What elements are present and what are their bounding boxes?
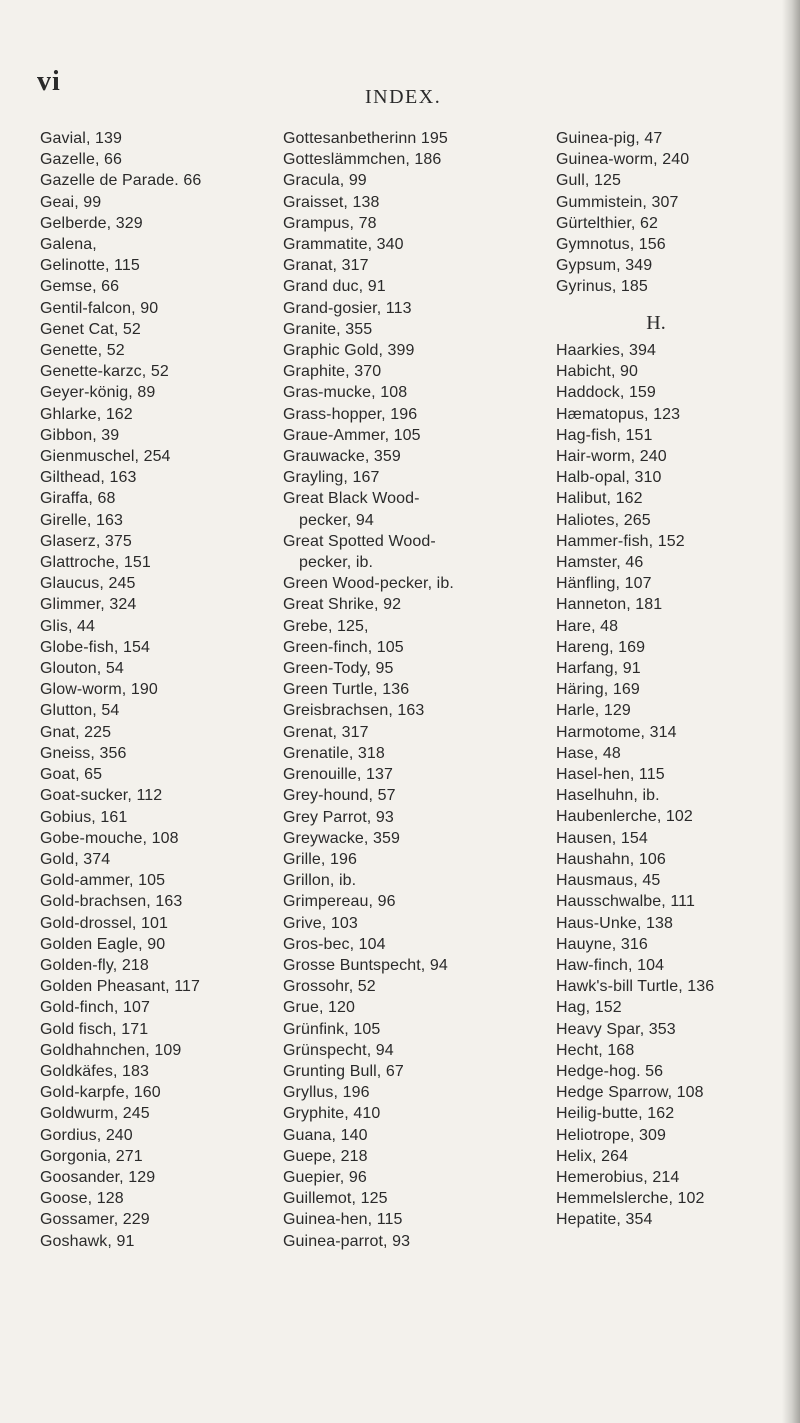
- index-entry: Genet Cat, 52: [40, 320, 141, 338]
- page-number: vi: [37, 66, 61, 97]
- index-entry: Guinea-pig, 47: [556, 130, 663, 147]
- index-column-2: [283, 128, 548, 1252]
- running-head: INDEX.: [365, 86, 442, 108]
- index-entry: Glutton, 54: [40, 702, 120, 720]
- index-entry: Graphic Gold, 399: [283, 342, 415, 360]
- index-entry: Grebe, 125,: [283, 617, 369, 635]
- index-entry: Glis, 44: [40, 617, 96, 635]
- index-entry: Gazelle de Parade. 66: [40, 172, 202, 190]
- index-entry: Gros-bec, 104: [283, 935, 386, 953]
- index-entry: Hag-fish, 151: [556, 426, 653, 444]
- index-entry: Gypsum, 349: [556, 257, 653, 275]
- index-entry: Geai, 99: [40, 193, 102, 211]
- index-entry: Gentil-falcon, 90: [40, 299, 159, 317]
- index-entry: Grammatite, 340: [283, 236, 404, 254]
- index-entry: pecker, ib.: [299, 554, 374, 572]
- index-entry: Grand-gosier, 113: [283, 299, 412, 317]
- index-entry: Grauwacke, 359: [283, 448, 401, 466]
- index-entry: Glaserz, 375: [40, 532, 132, 550]
- index-entry: Goat-sucker, 112: [40, 787, 163, 805]
- index-entry: Gymnotus, 156: [556, 236, 666, 254]
- index-entry: Grossohr, 52: [283, 978, 376, 996]
- index-entry: Guinea-worm, 240: [556, 151, 690, 169]
- index-entry: Ghlarke, 162: [40, 405, 133, 423]
- index-entry: Halibut, 162: [556, 490, 643, 508]
- section-letter-heading: H.: [646, 311, 666, 334]
- index-entry: Haliotes, 265: [556, 511, 651, 529]
- index-entry: Great Shrike, 92: [283, 596, 402, 614]
- index-entry: Gottesanbetherinn 195: [283, 130, 448, 147]
- index-entry: Hare, 48: [556, 617, 619, 635]
- index-entry: Glimmer, 324: [40, 596, 137, 614]
- index-entry: Hecht, 168: [556, 1041, 635, 1059]
- index-entry: Grayling, 167: [283, 469, 380, 487]
- index-entry: Hamster, 46: [556, 554, 644, 572]
- index-entry: Gryphite, 410: [283, 1105, 381, 1123]
- index-entry: Graisset, 138: [283, 193, 380, 211]
- index-entry: Helix, 264: [556, 1147, 629, 1165]
- index-entry: Grünspecht, 94: [283, 1041, 394, 1059]
- index-entry: Hasel-hen, 115: [556, 766, 665, 784]
- index-entry: Grenatile, 318: [283, 744, 385, 762]
- index-entry: Guepe, 218: [283, 1147, 368, 1165]
- index-entry: Hemerobius, 214: [556, 1168, 680, 1186]
- index-entry: Haddock, 159: [556, 384, 656, 402]
- index-entry: Hair-worm, 240: [556, 448, 667, 466]
- index-entry: Hausen, 154: [556, 829, 648, 847]
- index-entry: Hase, 48: [556, 744, 621, 762]
- index-entry: Gold, 374: [40, 850, 111, 868]
- index-entry: Gummistein, 307: [556, 193, 679, 211]
- index-entry: Gienmuschel, 254: [40, 448, 171, 466]
- index-column-1: [40, 128, 285, 1252]
- index-entry: Grunting Bull, 67: [283, 1062, 404, 1080]
- index-entry: Häring, 169: [556, 681, 640, 699]
- index-entry: Haushahn, 106: [556, 850, 666, 868]
- index-entry: Grille, 196: [283, 850, 358, 868]
- index-entry: Green-finch, 105: [283, 638, 404, 656]
- index-entry: Harmotome, 314: [556, 723, 677, 741]
- index-entry: Goldhahnchen, 109: [40, 1041, 182, 1059]
- index-entry: Grey Parrot, 93: [283, 808, 394, 826]
- index-entry: Grenat, 317: [283, 723, 369, 741]
- index-entry: Heilig-butte, 162: [556, 1105, 675, 1123]
- index-entry: Gotteslämmchen, 186: [283, 151, 442, 169]
- index-entry: Gorgonia, 271: [40, 1147, 143, 1165]
- index-entry: Grimpereau, 96: [283, 893, 396, 911]
- index-entry: Gras-mucke, 108: [283, 384, 408, 402]
- index-entry: Hareng, 169: [556, 638, 646, 656]
- index-entry: Gobius, 161: [40, 808, 128, 826]
- index-entry: Hepatite, 354: [556, 1211, 653, 1229]
- index-entry: Hawk's-bill Turtle, 136: [556, 978, 715, 996]
- index-entry: Hammer-fish, 152: [556, 532, 685, 550]
- index-entry: Goldwurm, 245: [40, 1105, 150, 1123]
- index-entry: Geyer-könig, 89: [40, 384, 156, 402]
- index-entry: Gold fisch, 171: [40, 1020, 149, 1038]
- index-entry: Glow-worm, 190: [40, 681, 158, 699]
- index-entry: Goldkäfes, 183: [40, 1062, 150, 1080]
- index-entry: Gyrinus, 185: [556, 278, 648, 296]
- index-entry: Goosander, 129: [40, 1168, 156, 1186]
- index-entry: Graphite, 370: [283, 363, 382, 381]
- index-entry: Heavy Spar, 353: [556, 1020, 676, 1038]
- index-entry: Green Wood-pecker, ib.: [283, 575, 454, 593]
- index-entry: Greisbrachsen, 163: [283, 702, 425, 720]
- index-entry: Golden Pheasant, 117: [40, 978, 201, 996]
- index-entry: Goose, 128: [40, 1190, 124, 1208]
- index-entry: Haus-Unke, 138: [556, 914, 674, 932]
- index-entry: Gavial, 139: [40, 130, 123, 147]
- index-entry: Gold-brachsen, 163: [40, 893, 183, 911]
- index-entry: Gordius, 240: [40, 1126, 133, 1144]
- index-entry: Grenouille, 137: [283, 766, 394, 784]
- index-entry: Genette, 52: [40, 342, 125, 360]
- index-entry: Grue, 120: [283, 999, 356, 1017]
- index-entry: Girelle, 163: [40, 511, 124, 529]
- index-entry: Greywacke, 359: [283, 829, 401, 847]
- index-entry: Guinea-parrot, 93: [283, 1232, 411, 1250]
- index-entry: Giraffa, 68: [40, 490, 116, 508]
- index-entry: Gelinotte, 115: [40, 257, 140, 275]
- index-entry: Galena,: [40, 236, 97, 254]
- index-entry: Grünfink, 105: [283, 1020, 381, 1038]
- index-entry: Granite, 355: [283, 320, 373, 338]
- index-entry: Hag, 152: [556, 999, 622, 1017]
- index-entry: Grive, 103: [283, 914, 358, 932]
- index-entry: Grey-hound, 57: [283, 787, 396, 805]
- index-entry: Grand duc, 91: [283, 278, 386, 296]
- index-entry: Gürtelthier, 62: [556, 214, 658, 232]
- index-entry: Goshawk, 91: [40, 1232, 135, 1250]
- index-entry: Glattroche, 151: [40, 554, 151, 572]
- index-entry: Gnat, 225: [40, 723, 112, 741]
- index-entry: Grillon, ib.: [283, 872, 357, 890]
- index-entry: Hæmatopus, 123: [556, 405, 681, 423]
- index-entry: Hauyne, 316: [556, 935, 648, 953]
- index-entry: Guinea-hen, 115: [283, 1211, 403, 1229]
- index-entry: Great Spotted Wood-: [283, 532, 436, 550]
- index-entry: Gneiss, 356: [40, 744, 127, 762]
- index-entry: Granat, 317: [283, 257, 369, 275]
- index-entry: Gold-finch, 107: [40, 999, 151, 1017]
- index-entry: Gossamer, 229: [40, 1211, 150, 1229]
- index-entry: Haubenlerche, 102: [556, 808, 693, 826]
- index-entry: Guillemot, 125: [283, 1190, 388, 1208]
- index-entry: Goat, 65: [40, 766, 103, 784]
- index-entry: Hänfling, 107: [556, 575, 652, 593]
- index-entry: Green Turtle, 136: [283, 681, 410, 699]
- index-entry: Hemmelslerche, 102: [556, 1190, 705, 1208]
- index-entry: Glaucus, 245: [40, 575, 136, 593]
- index-entry: Gilthead, 163: [40, 469, 137, 487]
- index-column-3: [556, 128, 791, 1231]
- index-entry: Gryllus, 196: [283, 1084, 370, 1102]
- index-entry: Hedge-hog. 56: [556, 1062, 664, 1080]
- index-entry: Gibbon, 39: [40, 426, 120, 444]
- index-entry: Gold-karpfe, 160: [40, 1084, 161, 1102]
- index-entry: pecker, 94: [299, 511, 374, 529]
- index-entry: Globe-fish, 154: [40, 638, 151, 656]
- index-entry: Great Black Wood-: [283, 490, 420, 508]
- index-entry: Haarkies, 394: [556, 342, 657, 360]
- index-entry: Gracula, 99: [283, 172, 367, 190]
- index-entry: Gelberde, 329: [40, 214, 143, 232]
- index-entry: Genette-karzc, 52: [40, 363, 169, 381]
- index-entry: Green-Tody, 95: [283, 660, 394, 678]
- index-entry: Habicht, 90: [556, 363, 639, 381]
- index-entry: Graue-Ammer, 105: [283, 426, 421, 444]
- index-entry: Gobe-mouche, 108: [40, 829, 179, 847]
- index-entry: Harfang, 91: [556, 660, 641, 678]
- index-entry: Hanneton, 181: [556, 596, 663, 614]
- index-entry: Hausmaus, 45: [556, 872, 661, 890]
- index-entry: Gold-drossel, 101: [40, 914, 168, 932]
- index-entry: Grass-hopper, 196: [283, 405, 418, 423]
- index-entry: Heliotrope, 309: [556, 1126, 667, 1144]
- index-entry: Haw-finch, 104: [556, 956, 665, 974]
- index-entry: Hausschwalbe, 111: [556, 893, 695, 911]
- index-entry: Harle, 129: [556, 702, 631, 720]
- index-entry: Gold-ammer, 105: [40, 872, 166, 890]
- index-entry: Halb-opal, 310: [556, 469, 662, 487]
- index-entry: Golden Eagle, 90: [40, 935, 166, 953]
- index-entry: Grosse Buntspecht, 94: [283, 956, 448, 974]
- index-entry: Gemse, 66: [40, 278, 120, 296]
- index-entry: Grampus, 78: [283, 214, 377, 232]
- index-entry: Glouton, 54: [40, 660, 124, 678]
- index-entry: Gull, 125: [556, 172, 621, 190]
- index-entry: Haselhuhn, ib.: [556, 787, 660, 805]
- index-entry: Gazelle, 66: [40, 151, 123, 169]
- index-entry: Guana, 140: [283, 1126, 368, 1144]
- index-entry: Golden-fly, 218: [40, 956, 149, 974]
- index-entry: Hedge Sparrow, 108: [556, 1084, 704, 1102]
- index-entry: Guepier, 96: [283, 1168, 367, 1186]
